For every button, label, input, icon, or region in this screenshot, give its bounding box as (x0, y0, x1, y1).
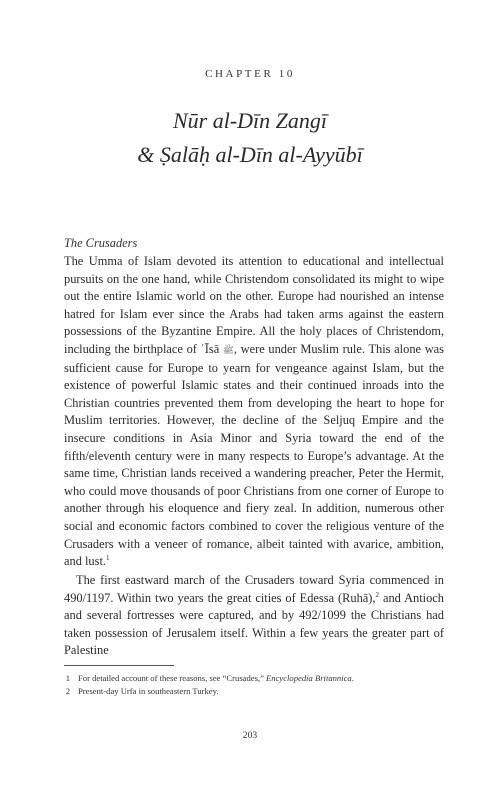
paragraph-2 (64, 572, 444, 660)
footnote-ref-2[interactable]: 2 (375, 590, 380, 599)
chapter-title-line-2: & Ṣalāḥ al-Dīn al-Ayyūbī (137, 142, 363, 167)
paragraph-1-text-b: , were under Muslim rule. This alone was sufficient cause for Europe to yearn for vengeance against Islam, but the existence of powerful Islamic states and their continued inroads into the Christian countries prevented them from developing the heart to hope for Muslim territories. However, the decline of the Seljuq Empire and the insecure conditions in Asia Minor and Syria toward the end of the fifth/eleventh century were in many respects to Europe’s advantage. At the same time, Christian lands received a wandering preacher, Peter the Hermit, who could move thousands of poor Christians from one corner of Europe to another through his eloquence and fiery zeal. In addition, numerous other social and economic factors combined to cover the religious venture of the Crusaders with a veneer of romance, albeit tainted with avarice, ambition, and lust. (64, 341, 444, 569)
chapter-title-line-1: Nūr al-Dīn Zangī (172, 108, 328, 133)
footnote-text-a: Present-day Urfa in southeastern Turkey. (78, 686, 219, 696)
footnote-text-a: For detailed account of these reasons, see “Crusades,” (78, 673, 267, 683)
footnote-number: 2 (65, 686, 70, 696)
footnote-number: 1 (65, 673, 70, 683)
footnote-text-b: . (351, 673, 354, 683)
footnotes (64, 672, 444, 698)
footnote-text-em: Encyclopedia Britannica (266, 673, 352, 683)
paragraph-2-text-a: The first eastward march of the Crusaders toward Syria commenced in 490/1197. Within two years the great cities of Edessa (Ruhā), (64, 573, 444, 605)
honorific-icon: ﷺ (222, 344, 234, 355)
footnote-divider (64, 665, 174, 666)
chapter-label: CHAPTER 10 (205, 68, 295, 80)
page-number: 203 (242, 730, 258, 741)
footnote-ref-1[interactable]: 1 (106, 553, 110, 562)
paragraph-2-text-b: and Antioch and several fortresses were captured, and by 492/1099 the Christians had taken possession of Jerusalem itself. Within a few years the greater part of Palestine (64, 590, 444, 658)
footnote-item (64, 685, 444, 698)
footnote-text (78, 672, 354, 685)
paragraph-1-text-a: The Umma of Islam devoted its attention to educational and intellectual pursuits on the one hand, while Christendom consolidated its might to wipe out the entire Islamic world on the other. Europe had nourished an intense hatred for Islam ever since the Arabs had taken arms against the eastern possessions of the Byzantine Empire. All the holy places of Christendom, including the birthplace of ʿĪsā (64, 254, 444, 356)
paragraph-1 (64, 253, 444, 571)
section-heading: The Crusaders (64, 236, 138, 250)
footnote-text (78, 685, 219, 698)
footnote-item (64, 672, 444, 685)
